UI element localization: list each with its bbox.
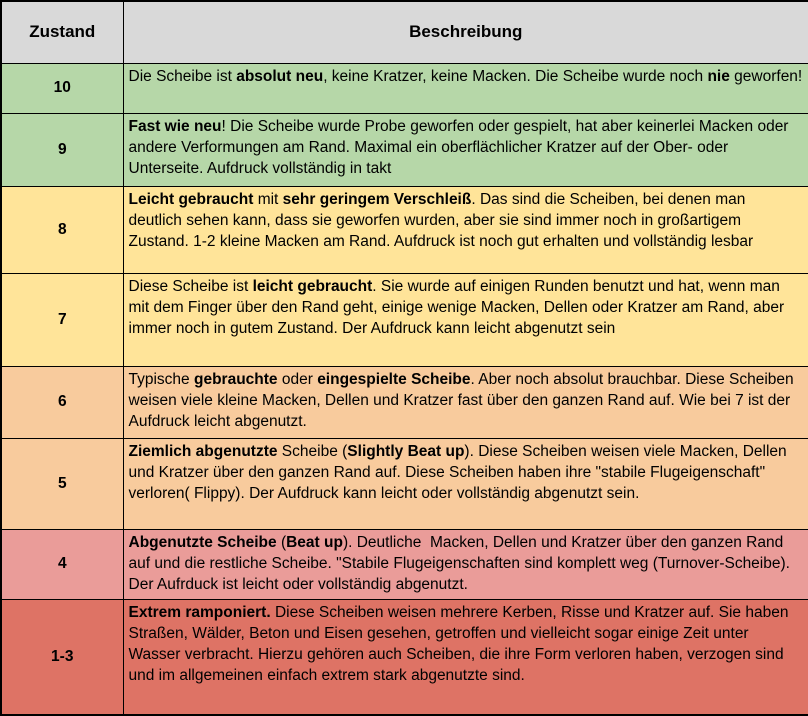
table-body (1, 63, 808, 715)
table-row (1, 438, 808, 529)
table-header (1, 1, 808, 63)
beschreibung-cell (123, 529, 808, 599)
text-segment: ! Die Scheibe wurde Probe geworfen oder gespielt, hat aber keinerlei Macken oder andere Verformungen am Rand. Maximal ein oberflächlicher Kratzer auf der Ober- oder Unterseite. Aufdruck vollständig in takt (128, 117, 793, 177)
text-segment: . Aber noch absolut brauchbar. Diese Scheiben weisen viele kleine Macken, Dellen und Kratzer fast über den ganzen Rand auf. Wie bei 7 ist der Aufdruck leicht abgenutzt. (128, 370, 798, 430)
bold-text-segment: nie (707, 67, 730, 85)
beschreibung-cell (123, 599, 808, 715)
text-segment: oder (277, 370, 318, 388)
bold-text-segment: Abgenutzte Scheibe (128, 533, 277, 551)
text-segment: . Sie wurde auf einigen Runden benutzt und hat, wenn man mit dem Finger über den Rand geht, einige wenige Macken, Dellen oder Kratzer am Rand, aber immer noch in gutem Zustand. Der Aufdruck kann leicht abgenutzt sein (128, 277, 789, 337)
text-segment: Diese Scheibe ist (128, 277, 253, 295)
column-header-zustand: Zustand (1, 1, 123, 63)
column-header-beschreibung: Beschreibung (123, 1, 808, 63)
text-segment: Typische (128, 370, 194, 388)
zustand-cell: 6 (1, 366, 123, 438)
table-row (1, 113, 808, 186)
text-segment: Diese Scheiben weisen mehrere Kerben, Risse und Kratzer auf. Sie haben Straßen, Wälder, Beton und Eisen gesehen, getroffen und vielleicht sogar einige Zeit unter Wasser verbracht. Hierzu gehören auch Scheiben, die ihre Form verloren haben, verzogen sind und im allgemeinen einfach extrem stark abgenutzte sind. (128, 603, 793, 684)
bold-text-segment: gebrauchte (193, 370, 278, 388)
beschreibung-cell (123, 438, 808, 529)
text-segment: ( (276, 533, 287, 551)
bold-text-segment: Slightly Beat up (347, 442, 465, 460)
beschreibung-cell (123, 113, 808, 186)
bold-text-segment: leicht gebraucht (252, 277, 373, 295)
text-segment: mit (253, 190, 283, 208)
bold-text-segment: Extrem ramponiert. (128, 603, 271, 621)
bold-text-segment: Leicht gebraucht (128, 190, 254, 208)
bold-text-segment: sehr geringem Verschleiß (282, 190, 472, 208)
text-segment: . Das sind die Scheiben, bei denen man deutlich sehen kann, dass sie geworfen wurden, aber sie sind immer noch in großartigem Zustand. 1-2 kleine Macken am Rand. Aufdruck ist noch gut erhalten und vollständig lesbar (128, 190, 754, 250)
beschreibung-cell (123, 273, 808, 366)
zustand-cell: 5 (1, 438, 123, 529)
zustand-cell: 10 (1, 63, 123, 113)
beschreibung-cell (123, 63, 808, 113)
table-row (1, 529, 808, 599)
bold-text-segment: eingespielte Scheibe (317, 370, 471, 388)
zustand-cell: 1-3 (1, 599, 123, 715)
table-row (1, 599, 808, 715)
bold-text-segment: absolut neu (236, 67, 324, 85)
bold-text-segment: Fast wie neu (128, 117, 222, 135)
beschreibung-cell (123, 186, 808, 273)
text-segment: geworfen! (729, 67, 803, 85)
beschreibung-cell (123, 366, 808, 438)
zustand-cell: 7 (1, 273, 123, 366)
text-segment: ). Diese Scheiben weisen viele Macken, Dellen und Kratzer über den ganzen Rand auf. Diese Scheiben haben ihre "stabile Flugeigenschaft" verloren( Flippy). Der Aufdruck kann leicht oder vollständig abgenutzt sein. (128, 442, 791, 502)
bold-text-segment: Beat up (286, 533, 343, 551)
text-segment: ). Deutliche Macken, Dellen und Kratzer über den ganzen Rand auf und die restliche Scheibe. "Stabile Flugeigenschaften sind komplett weg (Turnover-Scheibe). Der Aufrduck ist leicht oder vollständig abgenutzt. (128, 533, 795, 593)
zustand-cell: 9 (1, 113, 123, 186)
table-row (1, 63, 808, 113)
table-row (1, 366, 808, 438)
zustand-cell: 8 (1, 186, 123, 273)
zustand-cell: 4 (1, 529, 123, 599)
text-segment: Die Scheibe ist (128, 67, 237, 85)
table-row (1, 273, 808, 366)
header-row (1, 1, 808, 63)
text-segment: , keine Kratzer, keine Macken. Die Scheibe wurde noch (323, 67, 708, 85)
table-row (1, 186, 808, 273)
text-segment: Scheibe ( (277, 442, 348, 460)
bold-text-segment: Ziemlich abgenutzte (128, 442, 278, 460)
